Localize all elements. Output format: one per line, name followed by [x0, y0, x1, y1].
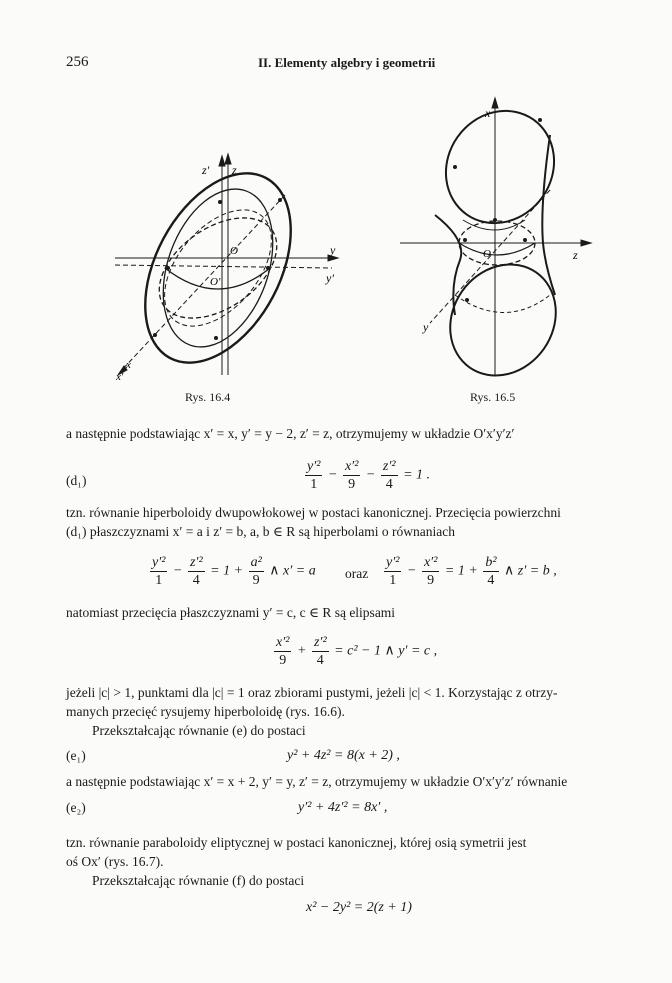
label-z: z	[232, 163, 237, 177]
label-x-prime: x'	[116, 371, 124, 383]
equation-e2: y′² + 4z′² = 8x′ ,	[298, 800, 388, 815]
label-z-prime: z'	[202, 163, 210, 177]
figure-16-4	[110, 150, 350, 385]
caption-16-5: Rys. 16.5	[470, 390, 516, 404]
equation-hyperbola-1: $\frac{\text{y′²}}{1}$ − $\frac{\text{z′²}}{4}$ = 1 + $\frac{\text{a²}}{9}$ ∧ x′ = a	[152, 555, 316, 588]
paragraph-5: Przekształcając równanie (e) do postaci	[92, 723, 306, 738]
word-oraz: oraz	[345, 566, 369, 581]
label-e2: (e₂)	[66, 800, 86, 815]
label-x: x	[126, 359, 131, 371]
equation-hyperbola-2: $\frac{\text{y′²}}{1}$ − $\frac{\text{x′²}}{9}$ = 1 + $\frac{\text{b²}}{4}$ ∧ z′ = b ,	[386, 555, 557, 588]
label-y-2: y	[423, 320, 429, 334]
label-y: y	[330, 243, 336, 257]
figure-16-5	[395, 95, 595, 385]
label-origin-prime: O'	[210, 276, 221, 288]
equation-ellipse: $\frac{\text{x′²}}{9}$ + $\frac{\text{z′²}}{4}$ = c² − 1 ∧ y′ = c ,	[276, 635, 438, 668]
paragraph-4-line-2: manych przecięć rysujemy hiperboloidę (rys. 16.6).	[66, 704, 345, 719]
label-z-2: z	[573, 248, 578, 262]
page-number: 256	[66, 54, 89, 70]
label-d1: (d₁)	[66, 473, 87, 488]
label-origin-2: O	[483, 248, 491, 260]
paragraph-8: Przekształcając równanie (f) do postaci	[92, 873, 305, 888]
equation-f: x² − 2y² = 2(z + 1)	[306, 900, 412, 915]
paragraph-1: a następnie podstawiając x′ = x, y′ = y − 2, z′ = z, otrzymujemy w układzie O′x′y′z′	[66, 426, 515, 441]
paragraph-7-line-1: tzn. równanie paraboloidy eliptycznej w postaci kanonicznej, której osią symetrii jest	[66, 835, 527, 850]
running-header: II. Elementy algebry i geometrii	[258, 55, 436, 70]
paragraph-3: natomiast przecięcia płaszczyznami y′ = c, c ∈ R są elipsami	[66, 605, 396, 620]
paragraph-4-line-1: jeżeli |c| > 1, punktami dla |c| = 1 oraz zbiorami pustymi, jeżeli |c| < 1. Korzystając z otrzy-	[66, 685, 558, 700]
paragraph-2-line-1: tzn. równanie hiperboloidy dwupowłokowej w postaci kanonicznej. Przecięcia powierzchni	[66, 505, 561, 520]
label-x-2: x	[485, 106, 491, 120]
equation-e1: y² + 4z² = 8(x + 2) ,	[287, 748, 400, 763]
label-origin: O	[230, 245, 238, 257]
caption-16-4: Rys. 16.4	[185, 390, 231, 404]
label-y-prime: y'	[326, 271, 334, 285]
paragraph-7-line-2: oś Ox′ (rys. 16.7).	[66, 854, 164, 869]
paragraph-2-line-2: (d₁) płaszczyznami x′ = a i z′ = b, a, b ∈ R są hiperbolami o równaniach	[66, 524, 455, 539]
paragraph-6: a następnie podstawiając x′ = x + 2, y′ = y, z′ = z, otrzymujemy w układzie O′x′y′z′ równanie	[66, 774, 568, 789]
y-prime-axis	[115, 265, 332, 268]
label-e1: (e₁)	[66, 748, 86, 763]
equation-d1: $\frac{\text{y′²}}{1}$ − $\frac{\text{x′²}}{9}$ − $\frac{\text{z′²}}{4}$ = 1 .	[307, 459, 431, 492]
